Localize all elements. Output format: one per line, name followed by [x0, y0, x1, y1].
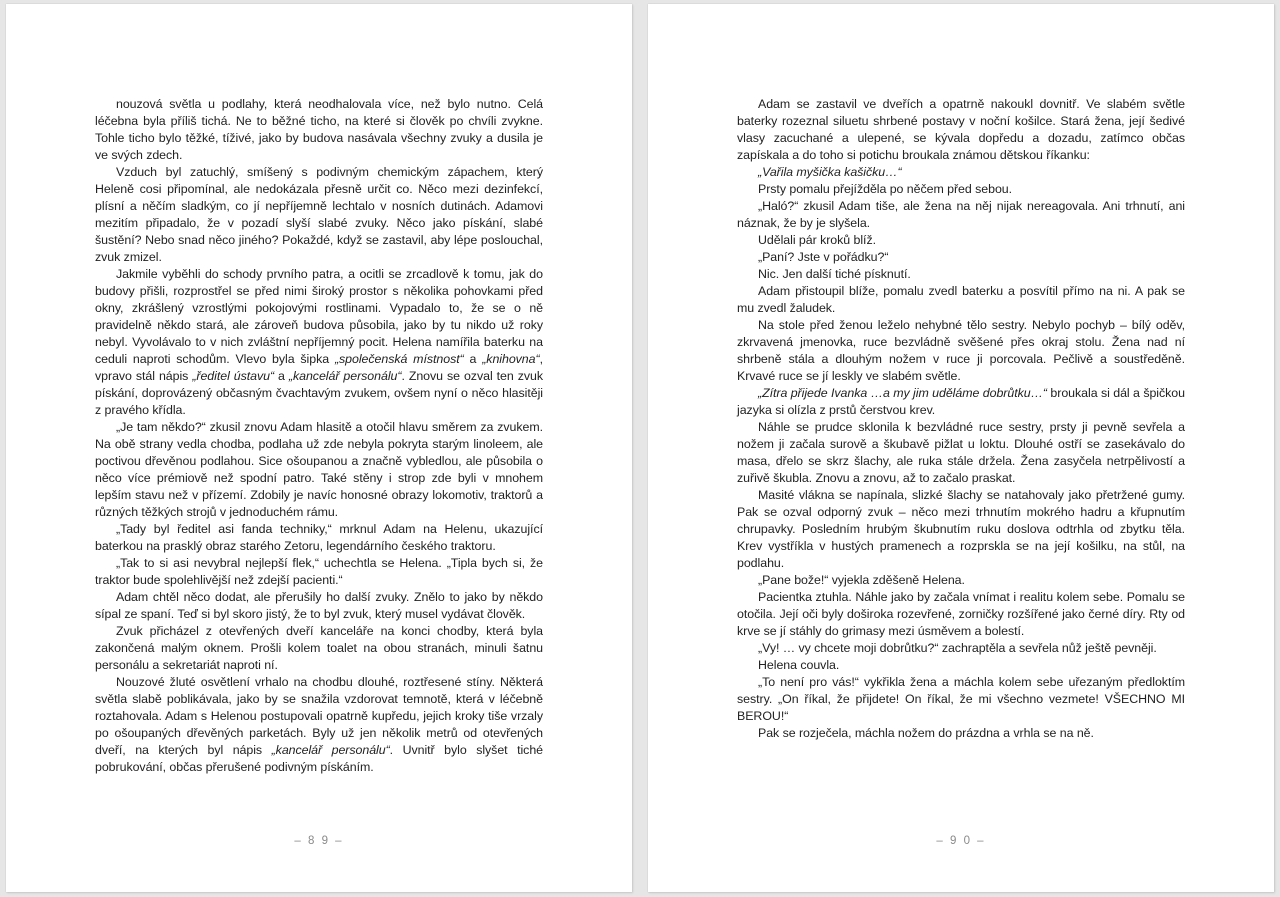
italic-text: „kancelář personálu“: [288, 369, 402, 383]
page-90: [648, 4, 1274, 892]
paragraph: [737, 572, 1185, 589]
text-run: nouzová světla u podlahy, která neodhalovala více, než bylo nutno. Celá léčebna byla příliš tichá. Ne to běžné ticho, na které si člověk po chvíli zvykne. Tohle ticho bylo těžké, tíživé, jako by budova nasávala všechny zvuky a dusila je ve svých zdech.: [95, 97, 543, 162]
text-run: . Znovu se ozval ten zvuk pískání, doprovázený občasným čvachtavým zvukem, ovšem nyní o něco hlasitěji z pravého křídla.: [95, 369, 543, 417]
italic-text: „ředitel ústavu“: [192, 369, 275, 383]
paragraph: [95, 674, 543, 776]
paragraph: [737, 249, 1185, 266]
text-run: „Vy! … vy chcete moji dobrůtku?“ zachraptěla a sevřela nůž ještě pevněji.: [758, 641, 1157, 655]
text-run: „Je tam někdo?“ zkusil znovu Adam hlasitě a otočil hlavu směrem za zvukem. Na obě strany vedla chodba, podlaha už zde nebyla pokryta starým linoleem, ale poctivou dřevěnou podlahou. Sice ošoupanou a značně vybledlou, ale působila o něco více prémiově než spodní patro. Také stěny i strop zde byli v mnohem lepším stavu než v přízemí. Zdobily je navíc honosné obrazy lokomotiv, traktorů a různých těžkých strojů v jednoduchém rámu.: [95, 420, 543, 519]
paragraph: [95, 623, 543, 674]
text-run: „To není pro vás!“ vykřikla žena a máchla kolem sebe uřezaným předloktím sestry. „On říkal, že přijdete! On říkal, že mi všechno vezmete! VŠECHNO MI BEROU!“: [737, 675, 1185, 723]
paragraph: [95, 555, 543, 589]
italic-text: „Zítra přijede Ivanka …a my jim uděláme dobrůtku…“: [758, 386, 1047, 400]
text-run: Pak se rozječela, máchla nožem do prázdna a vrhla se na ně.: [758, 726, 1094, 740]
paragraph: [737, 725, 1185, 742]
text-run: Masité vlákna se napínala, slizké šlachy se natahovaly jako přetržené gumy. Pak se ozval odporný zvuk – něco mezi trhnutím mokrého hadru a křupnutím chrupavky. Posledním hrubým škubnutím ruku doslova odtrhla od zbytku těla. Krev vystříkla v hustých pramenech a rozprskla se na její košilku, na stůl, na podlahu.: [737, 488, 1185, 570]
text-run: Zvuk přicházel z otevřených dveří kanceláře na konci chodby, která byla zakončená malým oknem. Prošli kolem toalet na obou stranách, minuli šatnu personálu a sekretariát naproti ní.: [95, 624, 543, 672]
text-run: Adam se zastavil ve dveřích a opatrně nakoukl dovnitř. Ve slabém světle baterky rozeznal siluetu shrbené postavy v noční košilce. Stará žena, její šedivé vlasy zacuchané a ulepené, se kývala dopředu a dozadu, zatímco občas zapískala a do toho si potichu broukala známou dětskou říkanku:: [737, 97, 1185, 162]
paragraph: [737, 385, 1185, 419]
page-number: – 9 0 –: [936, 835, 986, 847]
italic-text: „knihovna“: [482, 352, 540, 366]
paragraph: [737, 232, 1185, 249]
text-run: a: [463, 352, 483, 366]
page-text: [95, 96, 543, 776]
text-run: Náhle se prudce sklonila k bezvládné ruce sestry, prsty ji pevně sevřela a nožem ji začala surově a škubavě pižlat u loktu. Dlouhé ostří se zasekávalo do masa, dřelo se skrz šlachy, ale ruka stále držela. Žena zasyčela netrpělivostí a zuřivě škubla. Znovu a znovu, až to začalo praskat.: [737, 420, 1185, 485]
text-run: Nouzové žluté osvětlení vrhalo na chodbu dlouhé, roztřesené stíny. Některá světla slabě poblikávala, jako by se snažila vzdorovat temnotě, která v léčebně roztahovala. Adam s Helenou postupovali opatrně kupředu, jejich kroky tiše vrzaly po ošoupaných dřevěných parketách. Byly už jen několik metrů od otevřených dveří, na kterých byl nápis: [95, 675, 543, 757]
paragraph: [95, 589, 543, 623]
paragraph: [737, 198, 1185, 232]
text-run: Adam chtěl něco dodat, ale přerušily ho další zvuky. Znělo to jako by někdo sípal ze spaní. Teď si byl skoro jistý, že to byl zvuk, který musel vydávat člověk.: [95, 590, 543, 621]
page-number: – 8 9 –: [294, 835, 344, 847]
paragraph: [737, 657, 1185, 674]
paragraph: [737, 487, 1185, 572]
text-run: broukala si dál a špičkou jazyka si olízla z prstů čerstvou krev.: [737, 386, 1185, 417]
text-run: Jakmile vyběhli do schody prvního patra, a ocitli se zrcadlově k tomu, jak do budovy přišli, rozprostřel se před nimi široký prostor s několika pohovkami před okny, zkrášlený vzrostlými pokojovými rostlinami. Vypadalo to, že se o ně pravidelně někdo stará, ale zároveň budova působila, jako by tu nikdo už roky nebyl. Vyvolávalo to v nich zvláštní nepříjemný pocit. Helena namířila baterku na ceduli naproti schodům. Vlevo byla šipka: [95, 267, 543, 366]
text-run: . Uvnitř bylo slyšet tiché pobrukování, občas přerušené podivným pískáním.: [95, 743, 543, 774]
paragraph: [95, 164, 543, 266]
text-run: , vpravo stál nápis: [95, 352, 543, 383]
text-run: Nic. Jen další tiché písknutí.: [758, 267, 911, 281]
paragraph: [95, 266, 543, 419]
paragraph: [737, 317, 1185, 385]
text-run: Prsty pomalu přejížděla po něčem před sebou.: [758, 182, 1013, 196]
page-text: [737, 96, 1185, 742]
text-run: „Pane bože!“ vyjekla zděšeně Helena.: [758, 573, 965, 587]
text-run: Adam přistoupil blíže, pomalu zvedl baterku a posvítil přímo na ni. A pak se mu zvedl žaludek.: [737, 284, 1185, 315]
paragraph: [737, 589, 1185, 640]
text-run: „Haló?“ zkusil Adam tiše, ale žena na něj nijak nereagovala. Ani trhnutí, ani náznak, že by je slyšela.: [737, 199, 1185, 230]
text-run: Helena couvla.: [758, 658, 840, 672]
text-run: Udělali pár kroků blíž.: [758, 233, 876, 247]
text-run: a: [274, 369, 289, 383]
paragraph: [95, 419, 543, 521]
paragraph: [737, 96, 1185, 164]
italic-text: „Vařila myšička kašičku…“: [758, 165, 902, 179]
paragraph: [737, 164, 1185, 181]
paragraph: [737, 419, 1185, 487]
paragraph: [737, 283, 1185, 317]
text-run: „Tady byl ředitel asi fanda techniky,“ mrknul Adam na Helenu, ukazující baterkou na prasklý obraz starého Zetoru, legendárního českého traktoru.: [95, 522, 543, 553]
paragraph: [95, 96, 543, 164]
italic-text: „kancelář personálu“: [271, 743, 390, 757]
paragraph: [737, 181, 1185, 198]
page-89: [6, 4, 632, 892]
text-run: „Paní? Jste v pořádku?“: [758, 250, 889, 264]
text-run: Vzduch byl zatuchlý, smíšený s podivným chemickým zápachem, který Heleně cosi připomínal, ale nedokázala přesně určit co. Něco mezi dezinfekcí, plísní a něčím sladkým, co jí nepříjemně lechtalo v nosních dutinách. Adamovi mezitím připadalo, že v pozadí slyší slabé zvuky. Něco jako pískání, slabé šustění? Nebo snad něco jiného? Pokaždé, když se zastavil, aby lépe poslouchal, zvuk zmizel.: [95, 165, 543, 264]
italic-text: „společenská místnost“: [334, 352, 464, 366]
paragraph: [737, 640, 1185, 657]
text-run: „Tak to si asi nevybral nejlepší flek,“ uchechtla se Helena. „Tipla bych si, že traktor bude spolehlivější než zdejší pacienti.“: [95, 556, 543, 587]
paragraph: [737, 266, 1185, 283]
text-run: Na stole před ženou leželo nehybné tělo sestry. Nebylo pochyb – bílý oděv, zkrvavená jmenovka, ruce bezvládně svěšené přes okraj stolu. Žena nad ní shrbeně stála a dlouhým nožem v ruce ji porcovala. Pečlivě a soustředěně. Krvavé ruce se jí leskly ve slabém světle.: [737, 318, 1185, 383]
text-run: Pacientka ztuhla. Náhle jako by začala vnímat i realitu kolem sebe. Pomalu se otočila. Její oči byly doširoka rozevřené, zorničky rozšířené jako černé díry. Rty od krve se jí stáhly do grimasy mezi úsměvem a bolestí.: [737, 590, 1185, 638]
paragraph: [737, 674, 1185, 725]
paragraph: [95, 521, 543, 555]
